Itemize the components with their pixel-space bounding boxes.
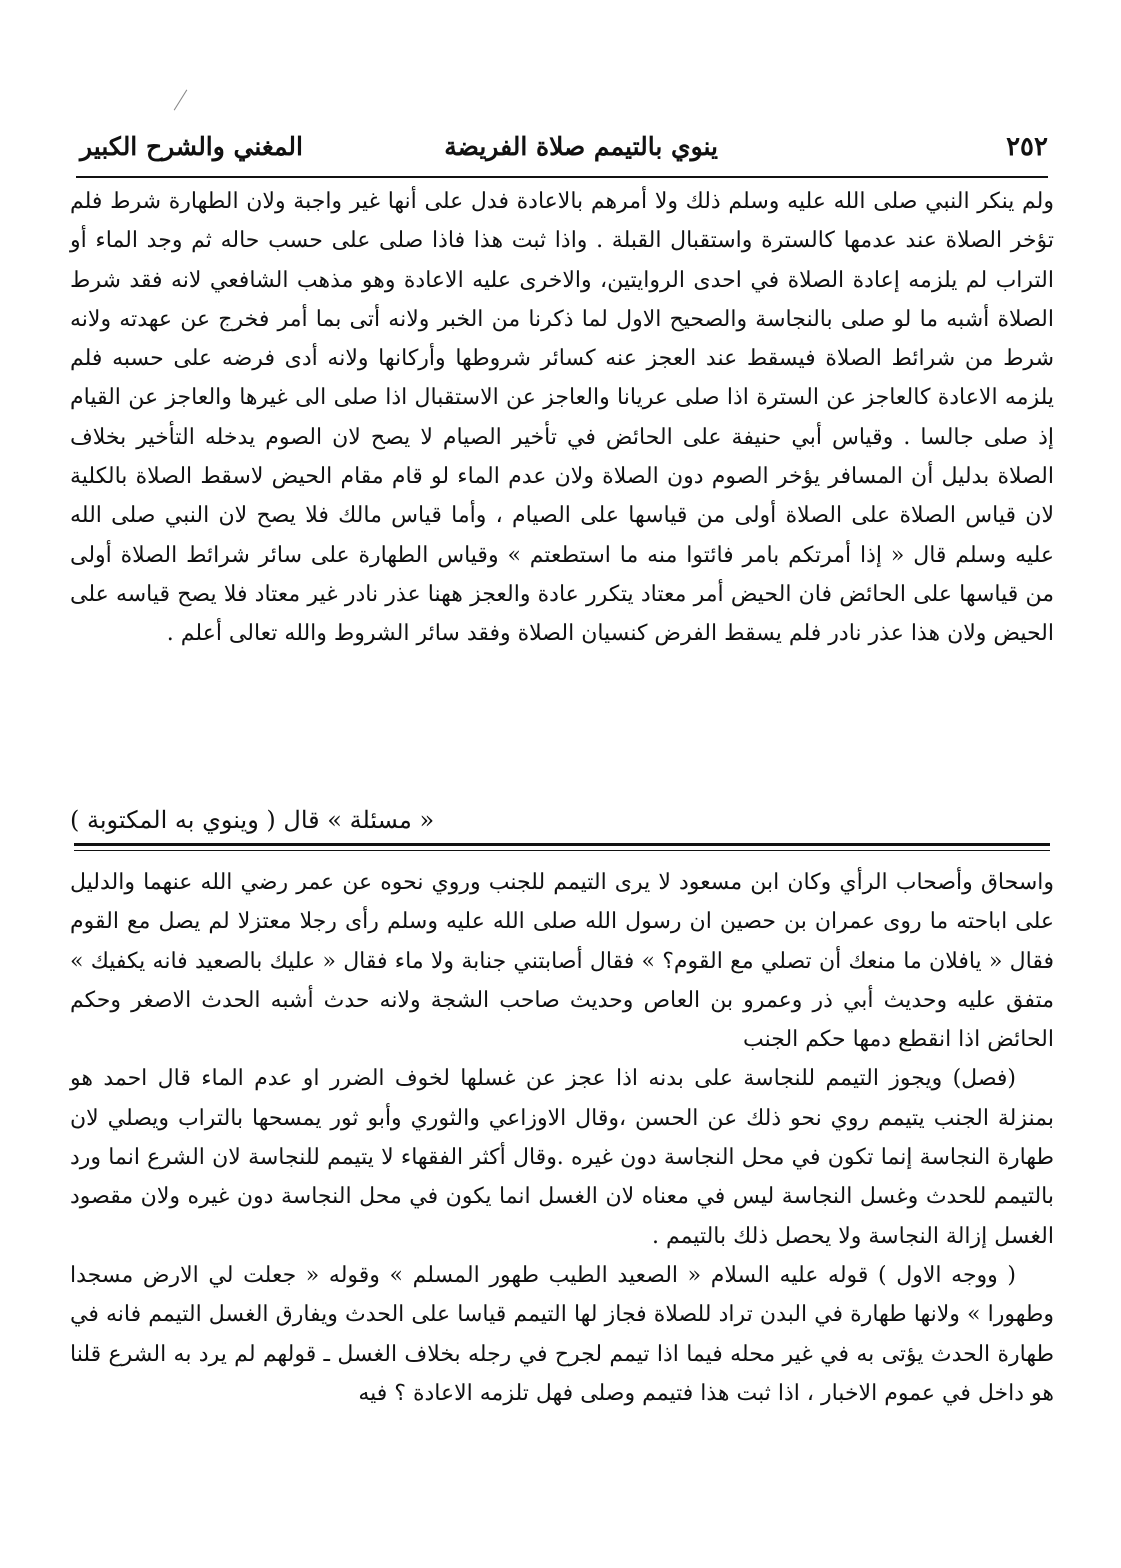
stray-pen-mark	[174, 90, 188, 111]
running-title: ينوي بالتيمم صلاة الفريضة	[444, 132, 718, 161]
page-number: ٢٥٢	[1006, 132, 1048, 162]
commentary-text	[70, 863, 1054, 1413]
commentary-paragraph: ( ووجه الاول ) قوله عليه السلام « الصعيد الطيب طهور المسلم » وقوله « جعلت لي الارض مسجدا وطهورا » ولانها طهارة في البدن تراد للصلاة فجاز لها التيمم قياسا على الحدث ويفارق الغسل التيمم فانه في طهارة الحدث يؤتى به في غير محله فيما اذا تيمم لجرح في رجله بخلاف الغسل ـ قولهم لم يرد به الشرع قلنا هو داخل في عموم الاخبار ، اذا ثبت هذا فتيمم وصلى فهل تلزمه الاعادة ؟ فيه	[70, 1262, 1054, 1406]
section-divider	[74, 843, 1050, 846]
commentary-paragraph: (فصل) ويجوز التيمم للنجاسة على بدنه اذا عجز عن غسلها لخوف الضرر او عدم الماء قال احمد هو بمنزلة الجنب يتيمم روي نحو ذلك عن الحسن ،وقال الاوزاعي والثوري وأبو ثور يمسحها بالتراب ويصلي لان طهارة النجاسة إنما تكون في محل النجاسة دون غيره .وقال أكثر الفقهاء لا يتيمم للنجاسة لان الشرع انما ورد بالتيمم للحدث وغسل النجاسة ليس في معناه لان الغسل انما يكون في محل النجاسة دون غيره ولان مقصود الغسل إزالة النجاسة ولا يحصل ذلك بالتيمم .	[70, 1066, 1055, 1249]
book-title: المغني والشرح الكبير	[80, 132, 303, 161]
section-divider-thin	[74, 850, 1050, 851]
header-rule	[76, 176, 1048, 178]
page-header	[80, 128, 1048, 172]
masala-heading: « مسئلة » قال ( وينوي به المكتوبة )	[70, 806, 435, 834]
commentary-paragraph: واسحاق وأصحاب الرأي وكان ابن مسعود لا يرى التيمم للجنب وروي نحوه عن عمر رضي الله عنهما والدليل على اباحته ما روى عمران بن حصين ان رسول الله صلى الله عليه وسلم رأى رجلا معتزلا لم يصل مع القوم فقال « يافلان ما منعك أن تصلي مع القوم؟ » فقال أصابتني جنابة ولا ماء فقال « عليك بالصعيد فانه يكفيك » متفق عليه وحديث أبي ذر وعمرو بن العاص وحديث صاحب الشجة ولانه حدث أشبه الحدث الاصغر وحكم الحائض اذا انقطع دمها حكم الجنب	[70, 870, 1054, 1053]
main-paragraph: ولم ينكر النبي صلى الله عليه وسلم ذلك ولا أمرهم بالاعادة فدل على أنها غير واجبة ولان الطهارة شرط فلم تؤخر الصلاة عند عدمها كالسترة واستقبال القبلة . واذا ثبت هذا فاذا صلى على حسب حاله ثم وجد الماء أو التراب لم يلزمه إعادة الصلاة في احدى الروايتين، والاخرى عليه الاعادة وهو مذهب الشافعي لانه فقد شرط الصلاة أشبه ما لو صلى بالنجاسة والصحيح الاول لما ذكرنا من الخبر ولانه أتى بما أمر فخرج عن عهدته ولانه شرط من شرائط الصلاة فيسقط عند العجز عنه كسائر شروطها وأركانها ولانه أدى فرضه على حسبه فلم يلزمه الاعادة كالعاجز عن السترة اذا صلى عريانا والعاجز عن الاستقبال اذا صلى الى غيرها والعاجز عن القيام إذ صلى جالسا . وقياس أبي حنيفة على الحائض في تأخير الصيام لا يصح لان الصوم يدخله التأخير بخلاف الصلاة بدليل أن المسافر يؤخر الصوم دون الصلاة ولان عدم الماء لو قام مقام الحيض لاسقط الصلاة بالكلية لان قياس الصلاة على الصلاة أولى من قياسها على الصيام ، وأما قياس مالك فلا يصح لان النبي صلى الله عليه وسلم قال « إذا أمرتكم بامر فائتوا منه ما استطعتم » وقياس الطهارة على سائر شرائط الصلاة أولى من قياسها على الحائض فان الحيض أمر معتاد يتكرر عادة والعجز ههنا عذر نادر غير معتاد فلا يصح قياسه على الحيض ولان هذا عذر نادر فلم يسقط الفرض كنسيان الصلاة وفقد سائر الشروط والله تعالى أعلم .	[70, 189, 1054, 647]
main-text	[70, 182, 1054, 654]
